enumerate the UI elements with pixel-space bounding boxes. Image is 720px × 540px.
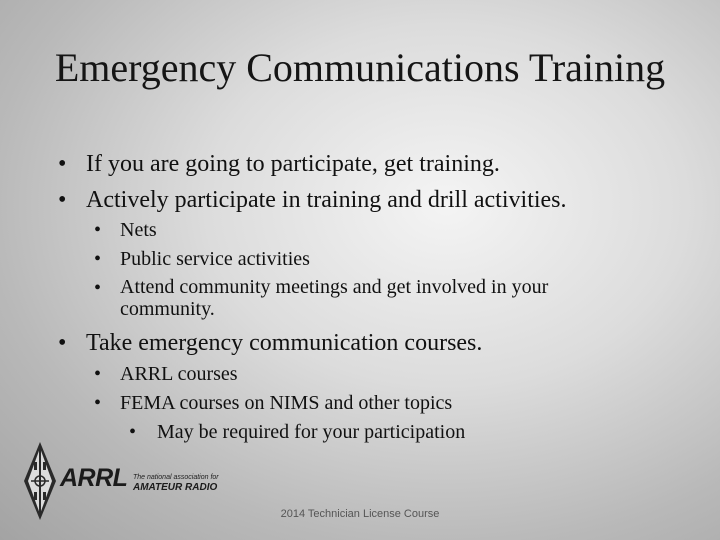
bullet-item xyxy=(0,185,567,215)
bullet-text: Take emergency communication courses. xyxy=(86,330,483,356)
bullet-text: ARRL courses xyxy=(120,363,238,385)
logo-tagline-bold: AMATEUR RADIO xyxy=(133,482,218,493)
bullet-glyph: • xyxy=(129,421,137,443)
bullet-item xyxy=(0,328,482,358)
bullet-text: Actively participate in training and drill activities. xyxy=(86,187,567,213)
bullet-text: May be required for your participation xyxy=(157,421,466,443)
bullet-glyph: • xyxy=(94,392,102,414)
bullet-text: If you are going to participate, get training. xyxy=(86,151,500,177)
bullet-glyph: • xyxy=(94,277,102,299)
bullet-text: Nets xyxy=(120,219,157,241)
bullet-text: FEMA courses on NIMS and other topics xyxy=(120,392,453,414)
sub-bullet-item xyxy=(94,362,238,386)
bullet-glyph: • xyxy=(94,219,102,241)
bullet-glyph: • xyxy=(58,330,67,356)
bullet-text: Attend community meetings and get involved in your community. xyxy=(120,276,549,320)
slide-footer: 2014 Technician License Course xyxy=(280,508,440,520)
logo-tagline: The national association for xyxy=(133,474,219,481)
bullet-glyph: • xyxy=(94,363,102,385)
sub-bullet-item xyxy=(94,391,452,415)
sub-bullet-item xyxy=(94,276,654,320)
bullet-glyph: • xyxy=(58,151,67,177)
slide-title: Emergency Communications Training xyxy=(54,45,666,90)
sub-bullet-item xyxy=(94,247,310,271)
bullet-item xyxy=(0,149,500,179)
bullet-glyph: • xyxy=(94,248,102,270)
bullet-text: Public service activities xyxy=(120,248,310,270)
bullet-glyph: • xyxy=(58,187,67,213)
logo-wordmark: ARRL xyxy=(60,464,128,492)
sub-bullet-item xyxy=(94,218,157,242)
